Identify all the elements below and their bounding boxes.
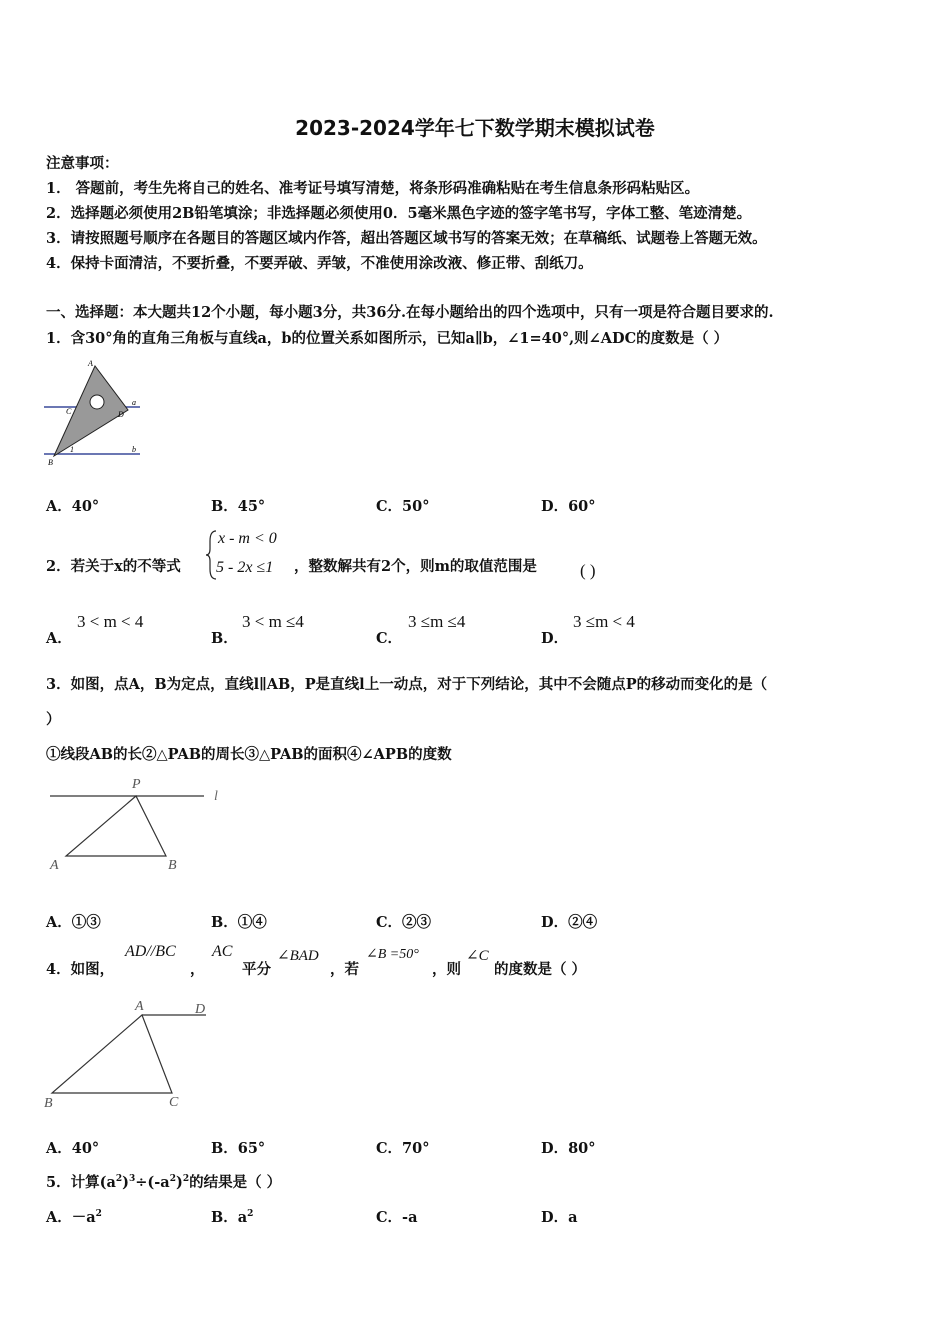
q1-label-b-point: B <box>48 458 53 467</box>
q4-text-then: ，则 <box>432 961 461 978</box>
q4-comma: ， <box>190 961 205 978</box>
q4-option-a[interactable]: A．40° <box>46 1140 100 1157</box>
q4-math-ac: AC <box>212 943 233 960</box>
page-title: 2023-2024学年七下数学期末模拟试卷 <box>295 116 655 140</box>
q3-label-p: P <box>132 777 141 792</box>
q1-option-b[interactable]: B．45° <box>211 498 266 515</box>
q3-label-b: B <box>168 858 177 873</box>
q3-statements: ①线段AB的长②△PAB的周长③△PAB的面积④∠APB的度数 <box>46 746 452 763</box>
notice-heading: 注意事项： <box>46 155 119 172</box>
q1-label-c: C <box>66 407 72 416</box>
section-heading: 一、选择题：本大题共12个小题，每小题3分，共36分.在每小题给出的四个选项中，只有一项是符合题目要求的. <box>46 304 774 321</box>
q2-answer-paren: ( ) <box>580 561 596 580</box>
q4-math-angle-b: ∠B =50° <box>366 947 419 962</box>
q5-option-c[interactable]: C．-a <box>376 1209 418 1226</box>
q5-stem: 5．计算$(a^2)^3\div(-a^2)^2$的结果是（ ） <box>46 1174 282 1191</box>
q2-option-a-letter[interactable]: A． <box>46 630 72 647</box>
notice-item: 1． 答题前，考生先将自己的姓名、准考证号填写清楚，将条形码准确粘贴在考生信息条形码粘贴区。 <box>46 180 700 197</box>
notice-item: 4．保持卡面清洁，不要折叠，不要弄破、弄皱，不准使用涂改液、修正带、刮纸刀。 <box>46 255 593 272</box>
q2-option-a-expr[interactable]: 3 < m < 4 <box>77 612 144 631</box>
q2-inequality-2: 5 - 2x ≤1 <box>216 559 274 576</box>
q2-option-d-letter[interactable]: D． <box>541 630 569 647</box>
q2-option-c-letter[interactable]: C． <box>376 630 403 647</box>
q1-label-line-a: a <box>132 398 136 407</box>
q1-option-c[interactable]: C．50° <box>376 498 430 515</box>
q2-option-d-expr[interactable]: 3 ≤m < 4 <box>573 612 635 631</box>
q4-text-bisect: 平分 <box>242 961 271 978</box>
q1-option-a[interactable]: A．40° <box>46 498 100 515</box>
q3-option-c[interactable]: C．②③ <box>376 914 432 931</box>
q4-figure <box>40 995 220 1113</box>
q5-option-a[interactable]: A．$-a^2$ <box>46 1209 102 1226</box>
q2-option-b-expr[interactable]: 3 < m ≤4 <box>242 612 304 631</box>
q3-label-l: l <box>214 789 218 804</box>
q3-option-d[interactable]: D．②④ <box>541 914 598 931</box>
q2-stem-cont: ，整数解共有2个，则m的取值范围是 <box>294 558 537 575</box>
q3-stem-end: ） <box>46 711 61 728</box>
q3-option-a[interactable]: A．①③ <box>46 914 101 931</box>
q3-label-a: A <box>50 858 59 873</box>
q3-triangle <box>66 796 166 856</box>
q4-option-b[interactable]: B．65° <box>211 1140 266 1157</box>
q2-option-b-letter[interactable]: B． <box>211 630 238 647</box>
q1-figure <box>40 355 150 470</box>
q4-triangle <box>52 1015 172 1093</box>
notice-item: 3．请按照题号顺序在各题目的答题区域内作答，超出答题区域书写的答案无效；在草稿纸、试题卷上答题无效。 <box>46 230 767 247</box>
q1-label-a-point: A <box>88 359 93 368</box>
q4-label-d: D <box>195 1002 206 1017</box>
q4-math-bad: ∠BAD <box>277 948 319 964</box>
q2-option-c-expr[interactable]: 3 ≤m ≤4 <box>408 612 466 631</box>
q2-inequality-1: x - m < 0 <box>218 530 277 547</box>
q4-stem-end: 的度数是（ ） <box>494 961 587 978</box>
q5-option-d[interactable]: D．a <box>541 1209 578 1226</box>
q4-label-b: B <box>44 1096 53 1111</box>
q4-label-a: A <box>135 999 144 1014</box>
q1-label-d: D <box>118 410 124 419</box>
q5-option-b[interactable]: B．$a^2$ <box>211 1209 254 1226</box>
q3-figure <box>44 772 234 876</box>
q4-stem-start: 4．如图， <box>46 961 115 978</box>
q3-option-b[interactable]: B．①④ <box>211 914 267 931</box>
q1-hole <box>90 395 104 409</box>
q4-math-angle-c: ∠C <box>466 948 489 964</box>
q1-option-d[interactable]: D．60° <box>541 498 596 515</box>
q1-stem: 1．含30°角的直角三角板与直线a，b的位置关系如图所示，已知a∥b，∠1=40°,则∠ADC的度数是（ ） <box>46 330 729 347</box>
q2-stem: 2．若关于x的不等式 <box>46 558 181 575</box>
q4-math-ad-bc: AD//BC <box>125 943 176 960</box>
q4-text-if: ，若 <box>330 961 359 978</box>
q4-option-d[interactable]: D．80° <box>541 1140 596 1157</box>
q4-label-c: C <box>169 1095 179 1110</box>
q3-stem: 3．如图，点A，B为定点，直线l∥AB，P是直线l上一动点，对于下列结论，其中不会随点P的移动而变化的是（ <box>46 676 768 693</box>
q1-label-line-b: b <box>132 445 136 454</box>
notice-item: 2．选择题必须使用2B铅笔填涂；非选择题必须使用0．5毫米黑色字迹的签字笔书写，字体工整、笔迹清楚。 <box>46 205 752 222</box>
q4-option-c[interactable]: C．70° <box>376 1140 430 1157</box>
q1-label-angle1: 1 <box>70 445 74 454</box>
